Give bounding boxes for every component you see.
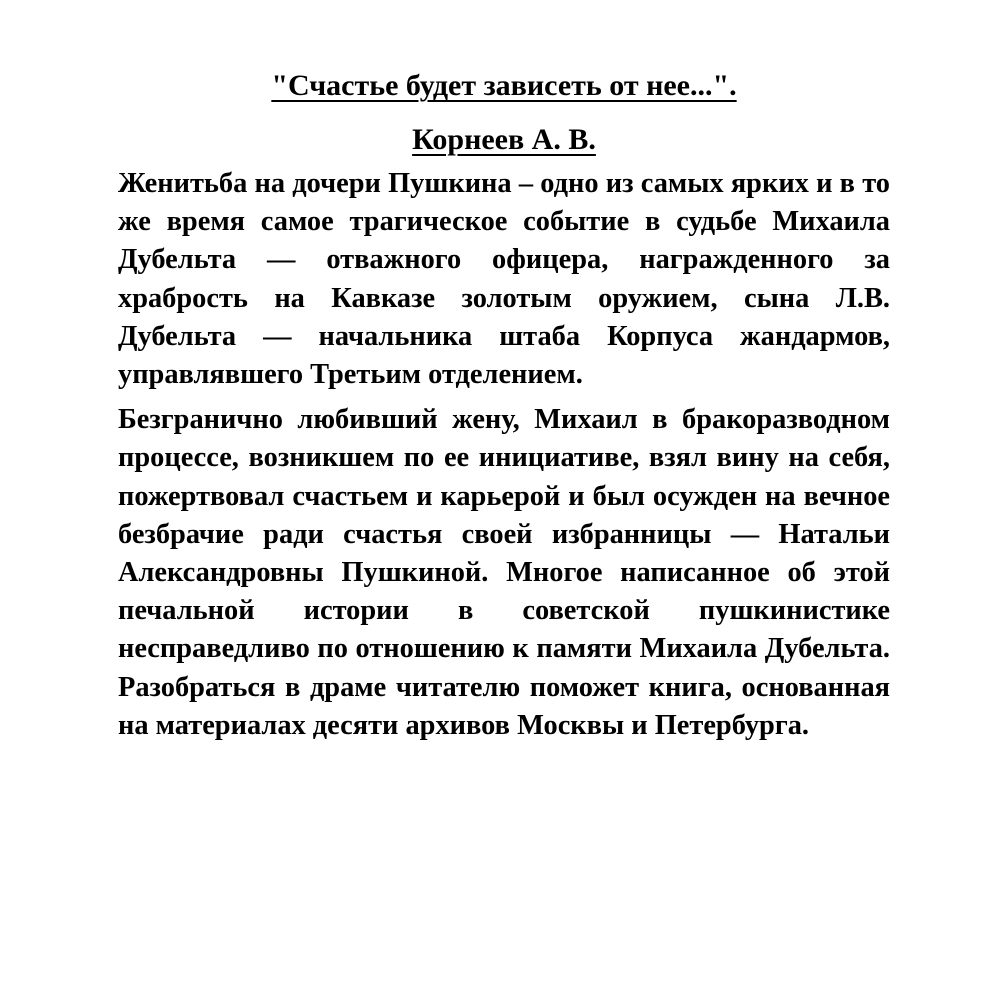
- document-title-text: "Счастье будет зависеть от нее...".: [271, 69, 737, 102]
- document-title: [118, 63, 890, 109]
- paragraph-2: Безгранично любивший жену, Михаил в бракоразводном процессе, возникшем по ее инициативе, взял вину на себя, пожертвовал счастьем и карьерой и был осужден на вечное безбрачие ради счастья своей избранницы — Натальи Александровны Пушкиной. Многое написанное об этой печальной истории в советской пушкинистике несправедливо по отношению к памяти Михаила Дубельта. Разобраться в драме читателю поможет книга, основанная на материалах десяти архивов Москвы и Петербурга.: [118, 404, 890, 741]
- paragraph-1: Женитьба на дочери Пушкина – одно из самых ярких и в то же время самое трагическое событие в судьбе Михаила Дубельта — отважного офицера, награжденного за храбрость на Кавказе золотым оружием, сына Л.В. Дубельта — начальника штаба Корпуса жандармов, управлявшего Третьим отделением.: [118, 168, 890, 391]
- document-author-text: Корнеев А. В.: [412, 123, 596, 156]
- document-author: [118, 117, 890, 163]
